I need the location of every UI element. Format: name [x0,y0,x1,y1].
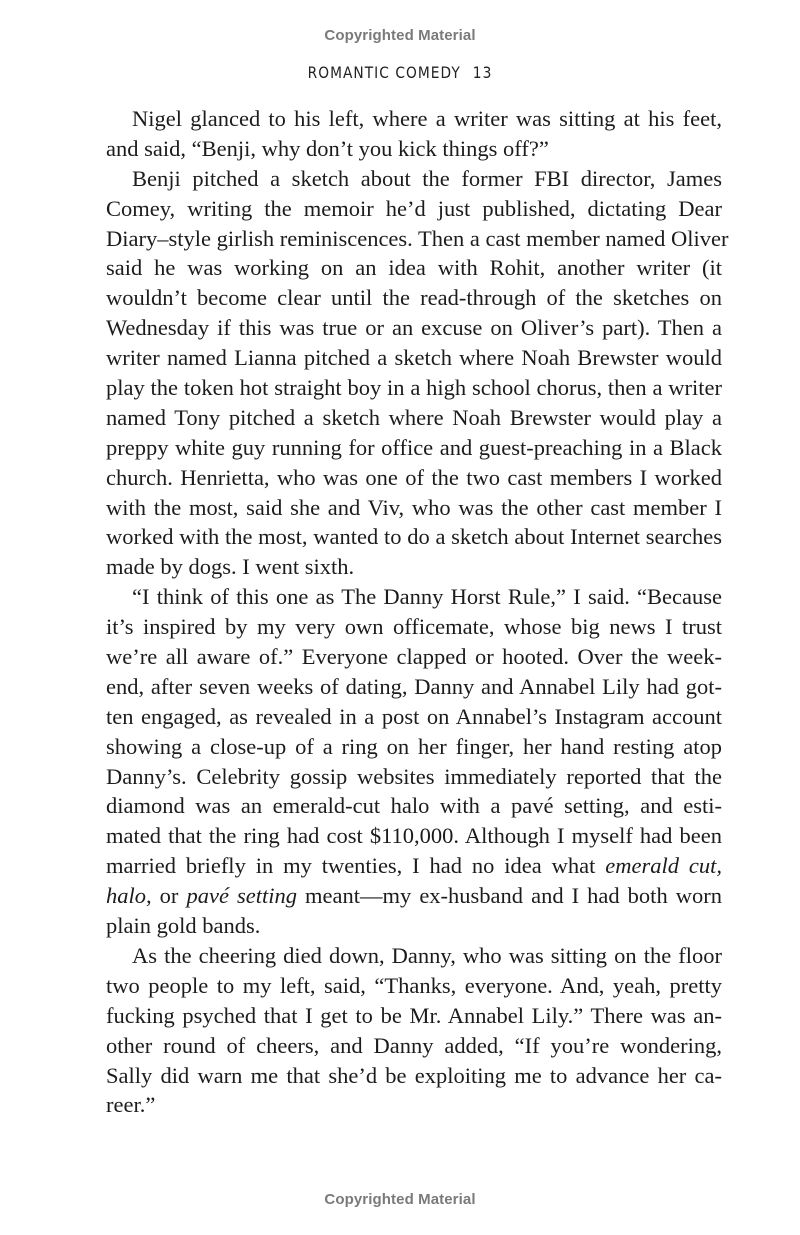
italic-term: pavé setting [186,883,297,909]
copyright-watermark-top: Copyrighted Material [324,27,476,44]
text-line: ten engaged, as revealed in a post on Annabel’s Instagram account [106,703,722,729]
text-line: mated that the ring had cost $110,000. Although I myself had been [106,823,722,849]
text-line: with the most, said she and Viv, who was the other cast member I [106,494,722,520]
running-title: ROMANTIC COMEDY [307,63,461,82]
text-line: other round of cheers, and Danny added, “If you’re wondering, [106,1032,722,1058]
text-line: Benji pitched a sketch about the former FBI director, James [132,165,722,191]
text-line: Danny’s. Celebrity gossip websites immediately reported that the [106,763,722,789]
text-line: made by dogs. I went sixth. [106,554,355,580]
text-line: said he was working on an idea with Rohit, another writer (it [106,255,722,281]
text-line: it’s inspired by my very own officemate, whose big news I trust [106,614,722,640]
paragraph [106,582,722,941]
running-header [56,63,744,82]
paragraph [106,941,722,1120]
text-line: we’re all aware of.” Everyone clapped or hooted. Over the week- [106,644,722,670]
text-line: As the cheering died down, Danny, who was sitting on the floor [132,942,722,968]
text-line: plain gold bands. [106,913,261,939]
text-line-with-italics [106,851,722,881]
text-line-with-italics [106,881,722,911]
text-segment: married briefly in my twenties, I had no idea what [106,853,606,879]
text-line: worked with the most, wanted to do a sketch about Internet searches [106,524,722,550]
text-line: showing a close-up of a ring on her finger, her hand resting atop [106,733,722,759]
page-number: 13 [472,63,493,82]
text-line: two people to my left, said, “Thanks, everyone. And, yeah, pretty [106,972,722,998]
text-line: reer.” [106,1092,156,1118]
text-segment: or [151,883,187,909]
text-line: fucking psyched that I get to be Mr. Annabel Lily.” There was an- [106,1002,722,1028]
paragraph [106,164,729,582]
text-line: Comey, writing the memoir he’d just published, dictating Dear [106,195,722,221]
text-line: writer named Lianna pitched a sketch where Noah Brewster would [106,345,722,371]
text-line: diamond was an emerald-cut halo with a pavé setting, and esti- [106,793,722,819]
text-line: Diary–style girlish reminiscences. Then a cast member named Oliver [106,225,729,251]
text-segment: meant—my ex-husband and I had both worn [297,883,722,909]
text-line: Nigel glanced to his left, where a writer was sitting at his feet, [132,106,722,131]
text-line: end, after seven weeks of dating, Danny and Annabel Lily had got- [106,673,722,699]
text-line: play the token hot straight boy in a high school chorus, then a writer [106,375,722,401]
text-line: preppy white guy running for office and guest-preaching in a Black [106,434,722,460]
copyright-watermark-bottom: Copyrighted Material [324,1191,476,1208]
paragraph [106,104,722,164]
text-line: church. Henrietta, who was one of the two cast members I worked [106,464,722,490]
text-line: wouldn’t become clear until the read-through of the sketches on [106,285,722,311]
text-line: Sally did warn me that she’d be exploiting me to advance her ca- [106,1062,722,1088]
text-line: “I think of this one as The Danny Horst Rule,” I said. “Because [132,584,722,610]
italic-term: emerald cut, [605,853,722,879]
body-text [106,104,729,1120]
italic-term: halo, [106,883,152,909]
text-line: Wednesday if this was true or an excuse on Oliver’s part). Then a [106,315,722,341]
text-line: named Tony pitched a sketch where Noah Brewster would play a [106,404,722,430]
text-line: and said, “Benji, why don’t you kick things off?” [106,135,549,161]
